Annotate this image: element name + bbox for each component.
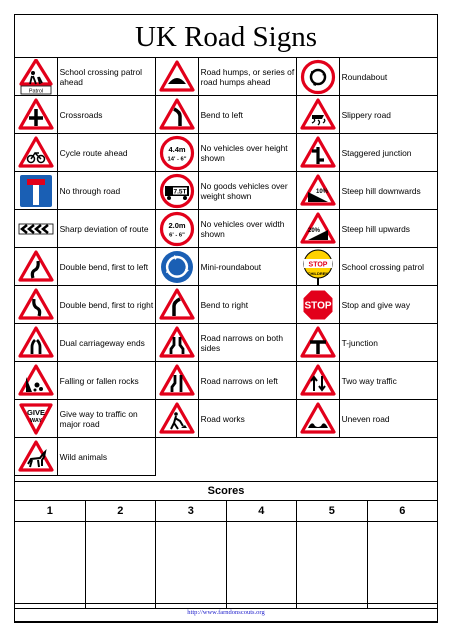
road-narrows-left-icon bbox=[155, 362, 198, 400]
t-junction-icon bbox=[296, 324, 339, 362]
mini-roundabout-icon bbox=[155, 248, 198, 286]
signs-table bbox=[14, 57, 438, 476]
sign-label: Double bend, first to left bbox=[57, 248, 155, 286]
sign-label: Slippery road bbox=[339, 96, 437, 134]
sign-label: Dual carriageway ends bbox=[57, 324, 155, 362]
score-box[interactable] bbox=[85, 522, 156, 609]
height-limit-icon bbox=[155, 134, 198, 172]
double-bend-left-icon bbox=[15, 248, 58, 286]
sign-row bbox=[15, 438, 438, 476]
score-box[interactable] bbox=[297, 522, 368, 609]
sign-label: School crossing patrol ahead bbox=[57, 58, 155, 96]
sign-label: No goods vehicles over weight shown bbox=[198, 172, 296, 210]
slippery-road-icon bbox=[296, 96, 339, 134]
empty-cell bbox=[155, 438, 296, 476]
sign-label: No through road bbox=[57, 172, 155, 210]
sign-label: T-junction bbox=[339, 324, 437, 362]
sign-label: Steep hill upwards bbox=[339, 210, 437, 248]
roundabout-icon bbox=[296, 58, 339, 96]
sign-row bbox=[15, 58, 438, 96]
sign-row bbox=[15, 286, 438, 324]
sign-row bbox=[15, 134, 438, 172]
sign-text: STOP bbox=[308, 261, 328, 268]
lollipop-stop-icon bbox=[296, 248, 339, 286]
sign-text: 2.0m bbox=[168, 220, 186, 230]
width-limit-icon bbox=[155, 210, 198, 248]
sign-label: Mini-roundabout bbox=[198, 248, 296, 286]
sign-label: School crossing patrol bbox=[339, 248, 437, 286]
uneven-road-icon bbox=[296, 400, 339, 438]
sign-row bbox=[15, 324, 438, 362]
no-through-road-icon bbox=[15, 172, 58, 210]
score-box[interactable] bbox=[367, 522, 438, 609]
sign-text: 10% bbox=[315, 188, 328, 195]
sign-label: Sharp deviation of route bbox=[57, 210, 155, 248]
road-hump-icon bbox=[155, 58, 198, 96]
sign-label: Road works bbox=[198, 400, 296, 438]
road-narrows-both-icon bbox=[155, 324, 198, 362]
give-way-icon bbox=[15, 400, 58, 438]
empty-cell bbox=[296, 438, 437, 476]
score-box[interactable] bbox=[15, 522, 86, 609]
sign-text: 7.5T bbox=[173, 188, 187, 195]
sign-row bbox=[15, 96, 438, 134]
wild-animals-icon bbox=[15, 438, 58, 476]
children-crossing-icon bbox=[15, 58, 58, 96]
sign-text: 14' - 6" bbox=[167, 156, 187, 162]
sign-text: CHILDREN bbox=[307, 270, 329, 276]
weight-limit-icon bbox=[155, 172, 198, 210]
sign-row bbox=[15, 248, 438, 286]
sign-label: Road humps, or series of road humps ahead bbox=[198, 58, 296, 96]
sign-label: Cycle route ahead bbox=[57, 134, 155, 172]
sign-label: Roundabout bbox=[339, 58, 437, 96]
falling-rocks-icon bbox=[15, 362, 58, 400]
footer-url: http://www.farndonscouts.org bbox=[14, 603, 438, 623]
two-way-traffic-icon bbox=[296, 362, 339, 400]
sign-label: Road narrows on left bbox=[198, 362, 296, 400]
score-column-header: 2 bbox=[85, 501, 156, 522]
sign-text: WAY bbox=[29, 417, 42, 424]
dual-carriageway-ends-icon bbox=[15, 324, 58, 362]
sign-label: Bend to right bbox=[198, 286, 296, 324]
sign-label: Staggered junction bbox=[339, 134, 437, 172]
score-column-header: 6 bbox=[367, 501, 438, 522]
score-column-header: 3 bbox=[156, 501, 227, 522]
double-bend-right-icon bbox=[15, 286, 58, 324]
sign-label: Falling or fallen rocks bbox=[57, 362, 155, 400]
steep-hill-down-icon bbox=[296, 172, 339, 210]
sign-row bbox=[15, 400, 438, 438]
sign-label: Bend to left bbox=[198, 96, 296, 134]
worksheet-page bbox=[14, 14, 438, 622]
sign-label: Road narrows on both sides bbox=[198, 324, 296, 362]
sign-text: 4.4m bbox=[168, 144, 186, 154]
scores-table bbox=[14, 500, 438, 609]
bend-left-icon bbox=[155, 96, 198, 134]
sign-label: Uneven road bbox=[339, 400, 437, 438]
crossroads-icon bbox=[15, 96, 58, 134]
sign-row bbox=[15, 172, 438, 210]
sign-label: Crossroads bbox=[57, 96, 155, 134]
score-box[interactable] bbox=[156, 522, 227, 609]
score-box[interactable] bbox=[226, 522, 297, 609]
sign-text: 6' - 6" bbox=[168, 232, 185, 238]
road-works-icon bbox=[155, 400, 198, 438]
sign-text: GIVE bbox=[26, 407, 45, 417]
score-column-header: 5 bbox=[297, 501, 368, 522]
steep-hill-up-icon bbox=[296, 210, 339, 248]
cycle-route-icon bbox=[15, 134, 58, 172]
page-title: UK Road Signs bbox=[134, 21, 318, 53]
sign-label: Wild animals bbox=[57, 438, 155, 476]
sign-row bbox=[15, 210, 438, 248]
sign-label: Steep hill downwards bbox=[339, 172, 437, 210]
sign-text: STOP bbox=[304, 300, 332, 311]
chevron-deviation-icon bbox=[15, 210, 58, 248]
bend-right-icon bbox=[155, 286, 198, 324]
sign-row bbox=[15, 362, 438, 400]
sign-label: Two way traffic bbox=[339, 362, 437, 400]
stop-sign-icon bbox=[296, 286, 339, 324]
sign-text: Patrol bbox=[28, 88, 43, 94]
score-column-header: 4 bbox=[226, 501, 297, 522]
sign-label: Stop and give way bbox=[339, 286, 437, 324]
score-column-header: 1 bbox=[15, 501, 86, 522]
sign-label: No vehicles over width shown bbox=[198, 210, 296, 248]
sign-label: No vehicles over height shown bbox=[198, 134, 296, 172]
scores-heading: Scores bbox=[14, 481, 438, 501]
staggered-junction-icon bbox=[296, 134, 339, 172]
sign-text: 20% bbox=[307, 227, 320, 234]
sign-label: Double bend, first to right bbox=[57, 286, 155, 324]
sign-label: Give way to traffic on major road bbox=[57, 400, 155, 438]
